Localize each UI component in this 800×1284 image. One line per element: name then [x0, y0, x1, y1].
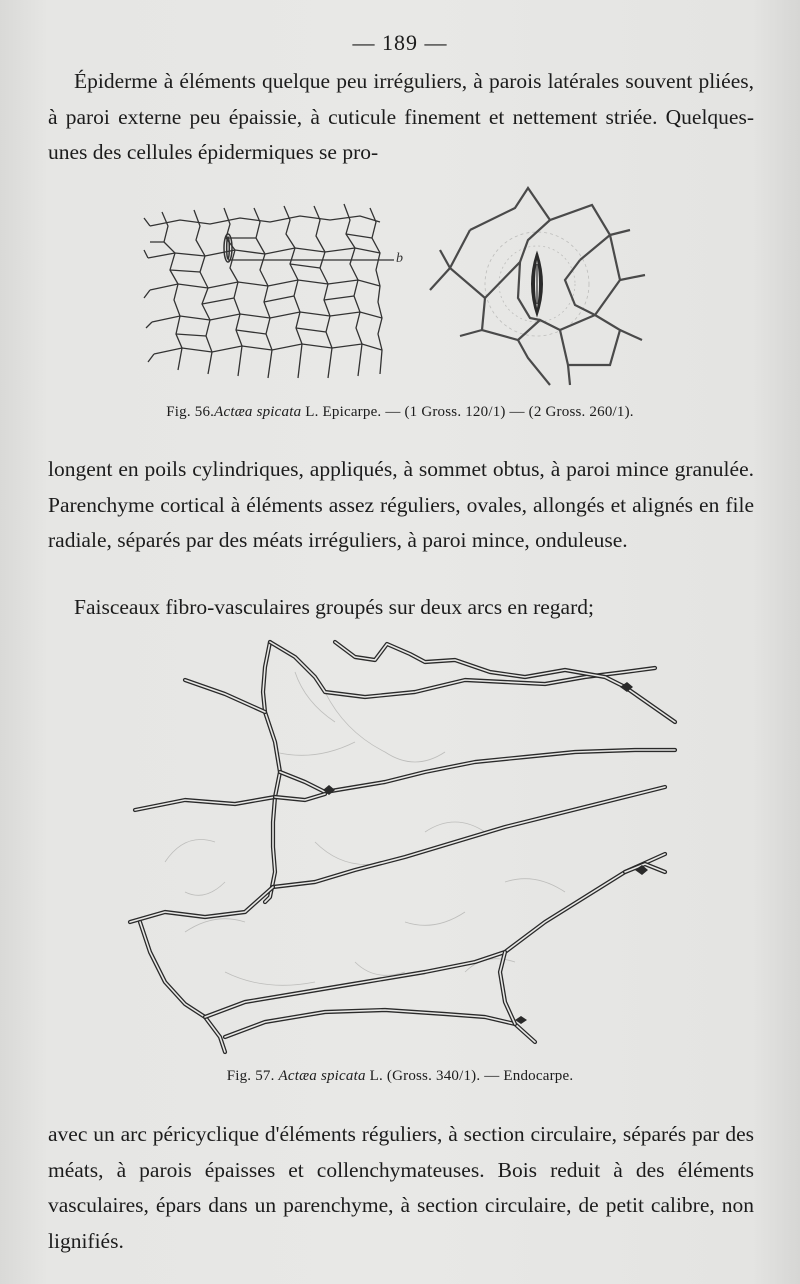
fig56-stoma-cells — [420, 180, 660, 390]
fig56-epicarp-cells — [140, 198, 410, 388]
fig56-caption — [0, 404, 800, 421]
fig56-label-rest: L. Epicarpe. — (1 Gross. 120/1) — (2 Gross. 260/1). — [301, 404, 634, 420]
paragraph-epidermis: Épiderme à éléments quelque peu irréguliers, à parois latérales souvent pliées, à paroi externe peu épaissie, à cuticule finement et nettement striée. Quelques-unes des cellules épidermiques se pro- — [48, 69, 754, 164]
paragraph-pericycle: avec un arc péricyclique d'éléments réguliers, à section circulaire, séparés par des méats, à parois épaisses et collenchymateuses. Bois reduit à des éléments vasculaires, épars dans un parenchyme, à section circulaire, de petit calibre, non lignifiés. — [48, 1122, 754, 1253]
fig57-label-prefix: Fig. 57. — [226, 1068, 279, 1084]
fig57-endocarp-walls — [125, 632, 685, 1057]
fig56-annotation-b: b — [396, 251, 403, 266]
fig57-species: Actæa spicata — [278, 1068, 366, 1084]
paragraph-bundles: Faisceaux fibro-vasculaires groupés sur deux arcs en regard; — [74, 595, 594, 619]
fig56-species: Actæa spicata — [214, 404, 302, 420]
fig57-caption — [0, 1068, 800, 1085]
page-number: — 189 — — [352, 30, 448, 55]
paragraph-parenchyma: longent en poils cylindriques, appliqués, à sommet obtus, à paroi mince granulée. Parenchyme cortical à éléments assez réguliers, ovales, allongés et alignés en file radiale, séparés par des méats irréguliers, à paroi mince, onduleuse. — [48, 457, 754, 552]
fig56-label-prefix: Fig. 56. — [166, 404, 215, 420]
fig57-label-rest: L. (Gross. 340/1). — Endocarpe. — [365, 1068, 574, 1084]
